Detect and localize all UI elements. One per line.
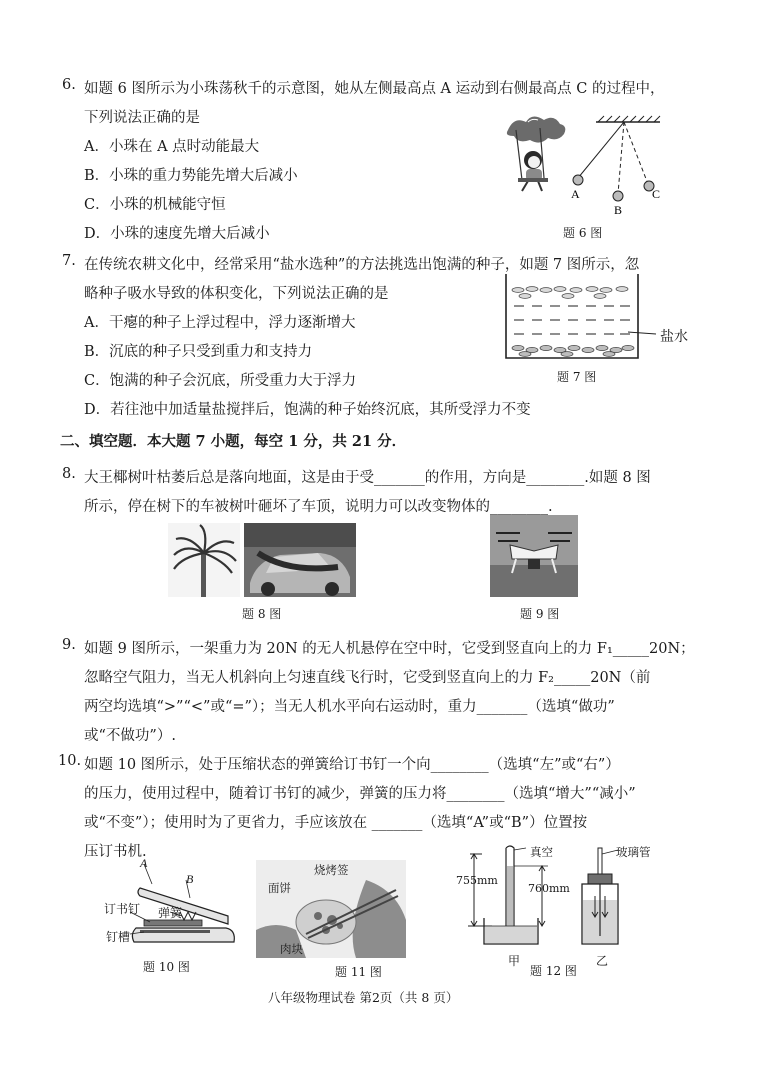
question-10-line-4: 压订书机. [84,844,147,860]
question-7-option-b: B．沉底的种子只受到重力和支持力 [84,344,313,360]
question-9-number: 9. [62,637,76,653]
figure-11-label-pancake: 面饼 [268,881,291,895]
figure-12 [452,844,672,954]
torricelli-diagram [452,844,672,954]
question-10-line-2: 的压力，使用过程中，随着订书钉的减少，弹簧的压力将________（选填“增大”“减小” [84,786,636,802]
question-9-line-1: 如题 9 图所示，一架重力为 20N 的无人机悬停在空中时，它受到竖直向上的力 F₁_____20N； [84,641,695,657]
label-a: A [571,187,580,201]
question-6-option-d: D．小珠的速度先增大后减小 [84,226,270,242]
damaged-car-photo [244,523,356,597]
question-7-stem-cont: 略种子吸水导致的体积变化，下列说法正确的是 [84,286,389,302]
figure-8-caption: 题 8 图 [242,607,282,621]
figure-7-label-saltwater: 盐水 [660,329,688,345]
question-9-line-3: 两空均选填“>”“<”或“=”）；当无人机水平向右运动时，重力_______（选填“做功” [84,699,615,715]
figure-10-label-spring: 弹簧 [158,906,183,920]
figure-6 [488,108,688,223]
question-7-option-d: D．若往池中加适量盐搅拌后，饱满的种子始终沉底，其所受浮力不变 [84,402,531,418]
question-10-line-1: 如题 10 图所示，处于压缩状态的弹簧给订书钉一个向________（选填“左”或“右”） [84,757,620,773]
question-10-number: 10. [58,753,82,769]
section-2-title: 二、填空题．本大题 7 小题，每空 1 分，共 21 分． [60,433,407,450]
page-footer: 八年级物理试卷 第2页（共 8 页） [268,990,459,1005]
question-6-option-c: C．小珠的机械能守恒 [84,197,226,213]
figure-7-caption: 题 7 图 [557,370,597,384]
figure-11-label-skewer: 烧烤签 [314,863,349,877]
figure-9-caption: 题 9 图 [520,607,560,621]
label-c: C [652,187,661,201]
question-8-line-2: 所示，停在树下的车被树叶砸坏了车顶，说明力可以改变物体的________. [84,499,553,515]
question-8-number: 8. [62,466,76,482]
figure-6-caption: 题 6 图 [563,226,603,240]
figure-12-label-760mm: 760mm [528,882,570,895]
palm-tree-photo [168,523,240,597]
figure-12-label-755mm: 755mm [456,874,498,887]
figure-12-label-vacuum: 真空 [530,845,553,859]
question-6-option-a: A．小珠在 A 点时动能最大 [84,139,260,155]
swing-pendulum-diagram [488,108,688,223]
question-6-number: 6. [62,77,76,93]
figure-7 [500,270,690,362]
figure-11-label-meat: 肉块 [280,942,303,956]
question-7-stem: 在传统农耕文化中，经常采用“盐水选种”的方法挑选出饱满的种子，如题 7 图所示，忽 [84,257,640,273]
drone-photo [490,515,578,597]
question-7-option-a: A．干瘪的种子上浮过程中，浮力逐渐增大 [84,315,356,331]
figure-10-label-a: A [140,856,148,870]
figure-11-caption: 题 11 图 [335,965,382,979]
figure-12-label-jia: 甲 [508,954,521,968]
question-6-stem-cont: 下列说法正确的是 [84,110,200,126]
question-10-line-3: 或“不变”）；使用时为了更省力，手应该放在 _______（选填“A”或“B”）位置按 [84,815,588,831]
label-b: B [614,203,623,217]
figure-10-caption: 题 10 图 [143,960,190,974]
question-8-line-1: 大王椰树叶枯萎后总是落向地面，这是由于受_______的作用，方向是________.如题 8 图 [84,470,651,486]
salt-water-tank-diagram [500,270,690,362]
figure-12-label-yi: 乙 [596,954,609,968]
figure-10-label-b: B [186,872,194,886]
question-6-stem: 如题 6 图所示为小珠荡秋千的示意图，她从左侧最高点 A 运动到右侧最高点 C 的过程中， [84,81,665,97]
figure-10-label-groove: 钉槽 [106,930,131,944]
question-9-line-4: 或“不做功”）. [84,728,176,744]
figure-12-caption: 题 12 图 [530,964,577,978]
question-9-line-2: 忽略空气阻力，当无人机斜向上匀速直线飞行时，它受到竖直向上的力 F₂_____20N（前 [84,670,651,686]
figure-12-label-tube: 玻璃管 [616,845,651,859]
question-7-option-c: C．饱满的种子会沉底，所受重力大于浮力 [84,373,357,389]
figure-10-label-staple: 订书钉 [104,902,141,916]
question-6-option-b: B．小珠的重力势能先增大后减小 [84,168,298,184]
question-7-number: 7. [62,253,76,269]
